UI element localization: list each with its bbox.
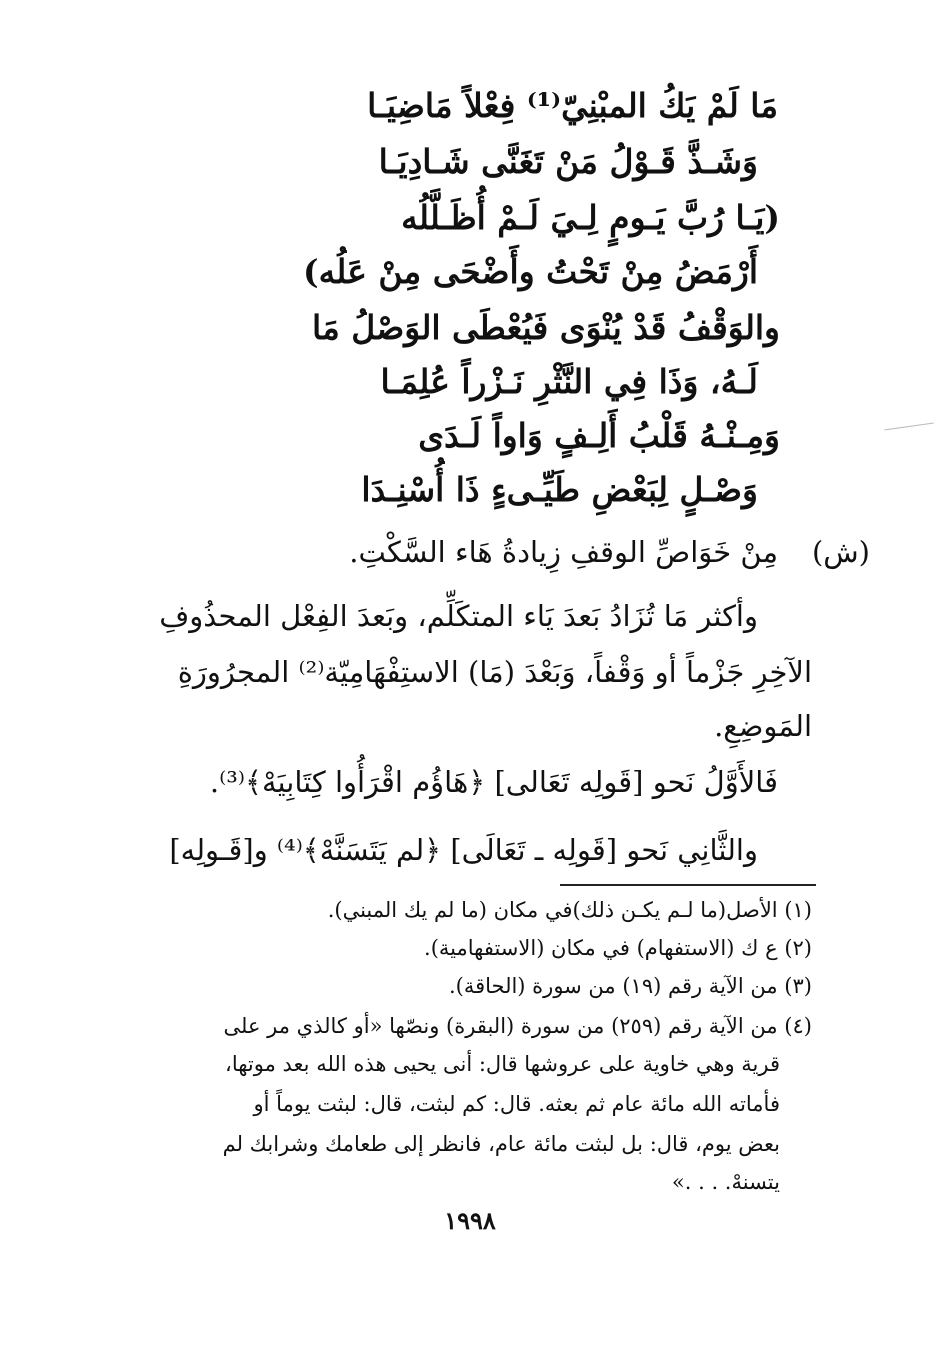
footnote-4-line-3: فأماته الله مائة عام ثم بعثه. قال: كم لبثت، قال: لبثت يوماً أو: [253, 1092, 780, 1116]
verse-line-8: وَصْـلٍ لِبَعْضِ طَيِّـىءٍ ذَا أُسْنِـدَا: [361, 470, 758, 509]
verse-line-5: والوَقْفُ قَدْ يُنْوَى فَيُعْطَى الوَصْلُ مَا: [312, 308, 780, 347]
footnote-4-line-1: (٤) من الآية رقم (٢٥٩) من سورة (البقرة) ونصّها «أو كالذي مر على: [223, 1014, 812, 1038]
footnote-2: (٢) ع ك (الاستفهام) في مكان (الاستفهامية).: [424, 936, 812, 960]
verse-line-3: (يَـا رُبَّ يَـومٍ لِـيَ لَـمْ أُظَـلَّلُه: [401, 198, 780, 237]
section-label: (ش): [811, 535, 870, 569]
verse-line-7: وَمِـنْـهُ قَلْبُ أَلِـفٍ وَاواً لَـدَى: [418, 416, 780, 455]
footnote-separator: [560, 884, 816, 886]
section-heading: مِنْ خَوَاصِّ الوقفِ زِيادةُ هَاء السَّكْتِ.: [349, 535, 778, 569]
verse-line-6: لَـهُ، وَذَا فِي النَّثْرِ نَـزْراً عُلِمَـا: [380, 362, 758, 401]
footnote-3: (٣) من الآية رقم (١٩) من سورة (الحاقة).: [448, 974, 812, 998]
scan-mark: [884, 423, 934, 431]
footnote-4-line-2: قرية وهي خاوية على عروشها قال: أنى يحيى هذه الله بعد موتها،: [225, 1052, 780, 1076]
footnote-4-line-5: يتسنهْ. . . .»: [671, 1170, 780, 1194]
paragraph-line-1: وأكثر مَا تُزَادُ بَعدَ يَاء المتكَلِّم، وبَعدَ الفِعْل المحذُوفِ: [159, 599, 758, 633]
footnote-4-line-4: بعض يوم، قال: بل لبثت مائة عام، فانظر إلى طعامك وشرابك لم: [222, 1132, 780, 1156]
verse-line-1: مَا لَمْ يَكُ المبْنِيّ⁽¹⁾ فِعْلاً مَاضِيَـا: [367, 86, 778, 125]
verse-line-4: أَرْمَضُ مِنْ تَحْتُ وأَضْحَى مِنْ عَلُه): [303, 252, 758, 291]
paragraph-line-3: المَوضِعِ.: [714, 709, 812, 743]
verse-line-2: وَشَـذَّ قَـوْلُ مَنْ تَغَنَّى شَـادِيَـا: [378, 142, 758, 181]
footnote-1: (١) الأصل(ما لـم يكـن ذلك)في مكان (ما لم يك المبني).: [327, 898, 812, 922]
paragraph-line-2: الآخِرِ جَزْماً أو وَقْفاً، وَبَعْدَ (مَا) الاستِفْهَامِيّة⁽²⁾ المجرُورَةِ: [177, 655, 812, 689]
paragraph-line-4: فَالأَوَّلُ نَحو [قَولِه تَعَالى] ﴿هَاؤُم اقْرَأُوا كِتَابِيَهْ﴾⁽³⁾.: [209, 765, 778, 799]
page-number: ١٩٩٨: [444, 1206, 496, 1235]
paragraph-line-5: والثَّانِي نَحو [قَولِه ـ تَعَالَى] ﴿لم يَتَسَنَّهْ﴾⁽⁴⁾ و[قَـولِه]: [169, 833, 758, 867]
